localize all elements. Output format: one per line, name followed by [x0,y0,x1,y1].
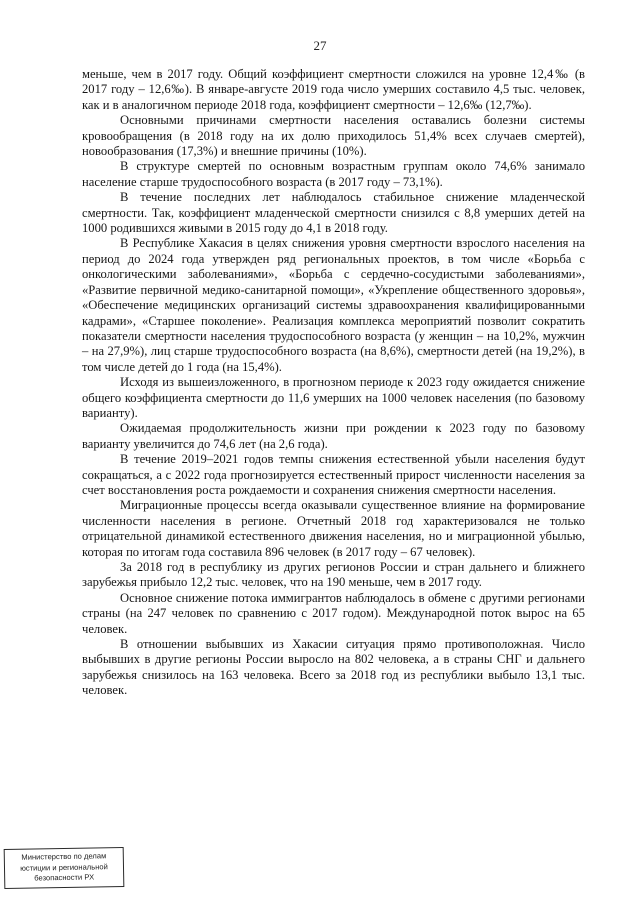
document-body [82,67,585,699]
stamp-line: Министерство по делам [21,851,107,862]
paragraph-life-expectancy: Ожидаемая продолжительность жизни при рождении к 2023 году по базовому варианту увеличится до 74,6 лет (на 2,6 года). [82,421,585,451]
paragraph-mortality-rate: меньше, чем в 2017 году. Общий коэффициент смертности сложился на уровне 12,4‰ (в 2017 году – 12,6‰). В январе-августе 2019 года число умерших составило 4,5 тыс. человек, как и в аналогичном периоде 2018 года, коэффициент смертности – 12,6‰ (12,7‰). [82,67,585,112]
stamp-line: безопасности РХ [34,872,95,883]
paragraph-immigrant-flow: Основное снижение потока иммигрантов наблюдалось в обмене с другими регионами страны (на 247 человек по сравнению с 2017 годом). Международной поток вырос на 65 человек. [82,590,585,636]
paragraph-arrivals: За 2018 год в республику из других регионов России и стран дальнего и ближнего зарубежья прибыло 12,2 тыс. человек, что на 190 меньше, чем в 2017 году. [82,560,585,590]
page-number: 27 [313,38,327,53]
paragraph-migration-processes: Миграционные процессы всегда оказывали существенное влияние на формирование численности населения в регионе. Отчетный 2018 год характеризовался не только отрицательной динамикой естественного движения населения, но и миграционной убылью, которая по итогам года составила 896 человек (в 2017 году – 67 человек). [82,498,585,559]
paragraph-infant-mortality: В течение последних лет наблюдалось стабильное снижение младенческой смертности. Так, коэффициент младенческой смертности снизился с 8,8 умерших детей на 1000 родившихся живыми в 2015 году до 4,1 в 2018 году. [82,190,585,236]
paragraph-forecast-mortality: Исходя из вышеизложенного, в прогнозном периоде к 2023 году ожидается снижение общего коэффициента смертности до 11,6 умерших на 1000 человек населения (по базовому варианту). [82,375,585,420]
paragraph-natural-decline: В течение 2019–2021 годов темпы снижения естественной убыли населения будут сокращаться, а с 2022 года прогнозируется естественный прирост численности населения за счет восстановления роста рождаемости и сохранения снижения смертности населения. [82,452,585,497]
paragraph-regional-projects: В Республике Хакасия в целях снижения уровня смертности взрослого населения на период до 2024 года утвержден ряд региональных проектов, в том числе «Борьба с онкологическими заболеваниями», «Борьба с сердечно-сосудистыми заболеваниями», «Развитие первичной медико-санитарной помощи», «Укрепление общественного здоровья», «Обеспечение медицинских организаций системы здравоохранения квалифицированными кадрами», «Старшее поколение». Реализация комплекса мероприятий позволит сократить показатели смертности населения трудоспособного возраста (у женщин – на 10,2%, мужчин – на 27,9%), лиц старше трудоспособного возраста (на 8,6%), смертности детей (на 19,2%), в том числе детей до 1 года (на 15,4%). [82,236,585,374]
stamp-line: юстиции и региональной [20,861,108,873]
paragraph-departures: В отношении выбывших из Хакасии ситуация прямо противоположная. Число выбывших в другие регионы России выросло на 802 человека, а в страны СНГ и дальнего зарубежья снизилось на 163 человека. Всего за 2018 год из республики выбыло 13,1 тыс. человек. [82,637,585,698]
ministry-stamp [4,847,125,889]
paragraph-age-structure: В структуре смертей по основным возрастным группам около 74,6% занимало население старше трудоспособного возраста (в 2017 году – 73,1%). [82,159,585,189]
paragraph-causes-of-death: Основными причинами смертности населения оставались болезни системы кровообращения (в 2018 году на их долю приходилось 51,4% всех случаев смертей), новообразования (17,3%) и внешние причины (10%). [82,113,585,159]
